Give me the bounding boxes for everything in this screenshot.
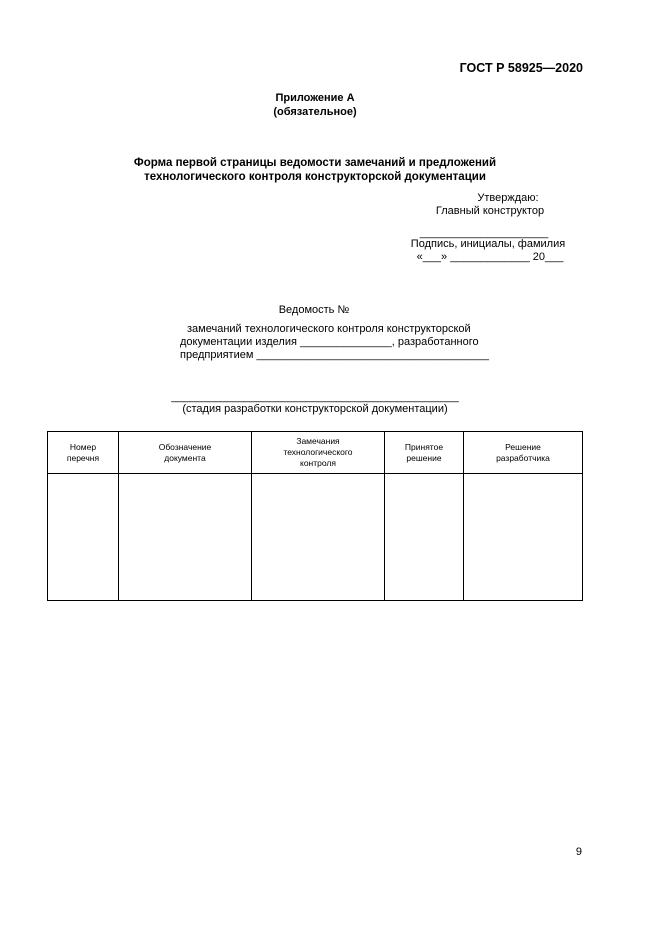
column-header-document-designation: Обозначение документа xyxy=(119,432,252,474)
signature-line: _____________________ xyxy=(419,227,549,239)
table-row xyxy=(48,474,583,601)
approval-date-line: «___» _____________ 20___ xyxy=(416,251,564,263)
statement-line-1: замечаний технологического контроля конструкторской xyxy=(187,323,471,335)
form-title-line-2: технологического контроля конструкторской документации xyxy=(144,171,486,183)
approval-role: Главный конструктор xyxy=(435,205,545,217)
stage-line: _______________________________________________ xyxy=(171,391,459,403)
appendix-title: Приложение А xyxy=(275,92,355,104)
column-header-accepted-decision: Принятое решение xyxy=(385,432,464,474)
page-number: 9 xyxy=(575,846,582,858)
table-cell-developer-decision[interactable] xyxy=(464,474,583,601)
table-cell-accepted-decision[interactable] xyxy=(385,474,464,601)
appendix-status: (обязательное) xyxy=(273,106,357,118)
approval-label: Утверждаю: xyxy=(477,192,539,204)
signature-caption: Подпись, инициалы, фамилия xyxy=(410,238,566,250)
table-cell-document-designation[interactable] xyxy=(119,474,252,601)
column-header-list-number: Номер перечня xyxy=(48,432,119,474)
column-header-technological-remarks: Замечания технологического контроля xyxy=(252,432,385,474)
statement-line-3: предприятием ______________________________________ xyxy=(180,349,489,361)
stage-caption: (стадия разработки конструкторской документации) xyxy=(182,403,448,415)
table-cell-list-number[interactable] xyxy=(48,474,119,601)
column-header-developer-decision: Решение разработчика xyxy=(464,432,583,474)
remarks-table xyxy=(47,431,583,601)
table-header-row xyxy=(48,432,583,474)
statement-line-2: документации изделия _______________, разработанного xyxy=(180,336,479,348)
table-cell-technological-remarks[interactable] xyxy=(252,474,385,601)
document-standard-header: ГОСТ Р 58925—2020 xyxy=(459,61,583,75)
statement-title: Ведомость № xyxy=(278,304,350,316)
form-title-line-1: Форма первой страницы ведомости замечаний и предложений xyxy=(133,157,497,169)
